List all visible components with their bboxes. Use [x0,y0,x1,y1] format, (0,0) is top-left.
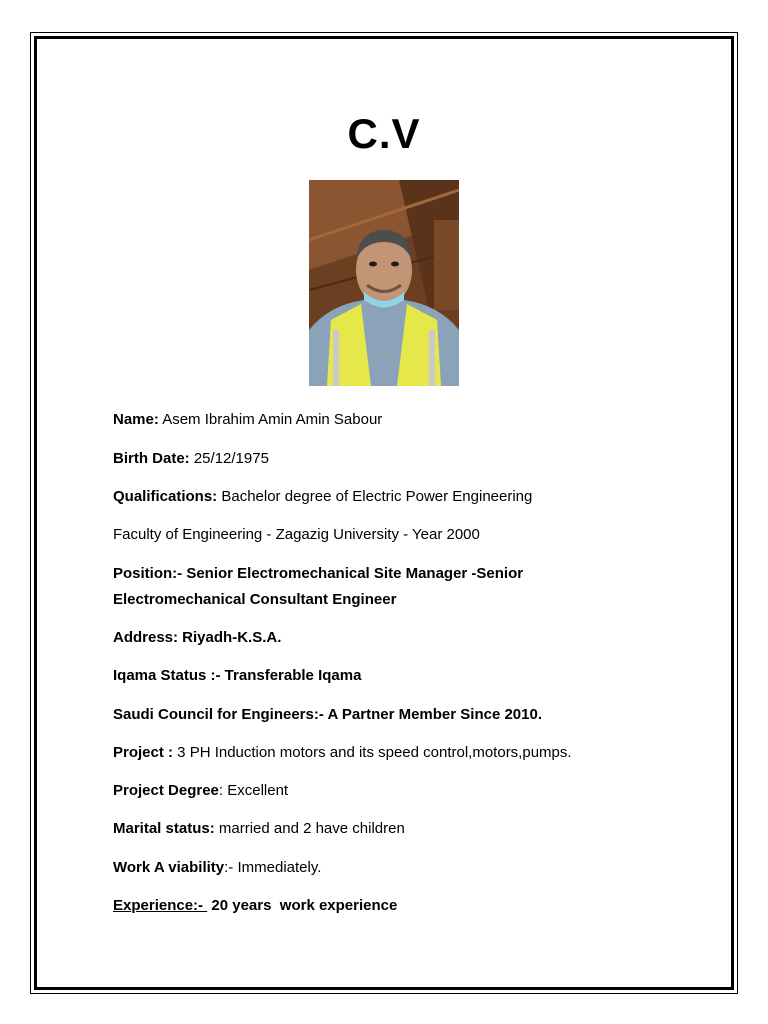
work-availability-label: Work A viability [113,859,225,876]
work-availability-line [113,858,321,878]
marital-line [113,819,405,839]
qualifications-line [113,487,532,507]
name-line [113,410,382,430]
project-degree-value: : Excellent [218,782,289,799]
position-line-2: Electromechanical Consultant Engineer [113,591,397,608]
position-line-1: Position:- Senior Electromechanical Site Manager -Senior [113,565,524,582]
cv-title: C.V [347,110,421,157]
qualifications-value: Bachelor degree of Electric Power Engineering [217,488,533,505]
birth-date-value: 25/12/1975 [189,450,269,467]
project-value: 3 PH Induction motors and its speed control,motors,pumps. [173,744,572,761]
experience-value: 20 years work experience [207,897,398,914]
name-label: Name: [113,411,159,428]
faculty-line: Faculty of Engineering - Zagazig University - Year 2000 [113,526,480,543]
council-line: Saudi Council for Engineers:- A Partner Member Since 2010. [113,706,543,723]
project-label: Project : [113,744,174,761]
birth-date-label: Birth Date: [113,450,190,467]
project-degree-line [113,781,288,801]
profile-photo [309,180,459,386]
work-availability-value: :- Immediately. [224,859,322,876]
name-value: Asem Ibrahim Amin Amin Sabour [158,411,383,428]
marital-label: Marital status: [113,820,215,837]
project-degree-label: Project Degree [113,782,219,799]
birth-date-line [113,449,269,469]
iqama-line: Iqama Status :- Transferable Iqama [113,667,362,684]
project-line [113,743,572,763]
address-line: Address: Riyadh-K.S.A. [113,629,282,646]
experience-label: Experience:- [113,897,208,914]
experience-line [113,896,397,916]
qualifications-label: Qualifications: [113,488,218,505]
marital-value: married and 2 have children [214,820,405,837]
